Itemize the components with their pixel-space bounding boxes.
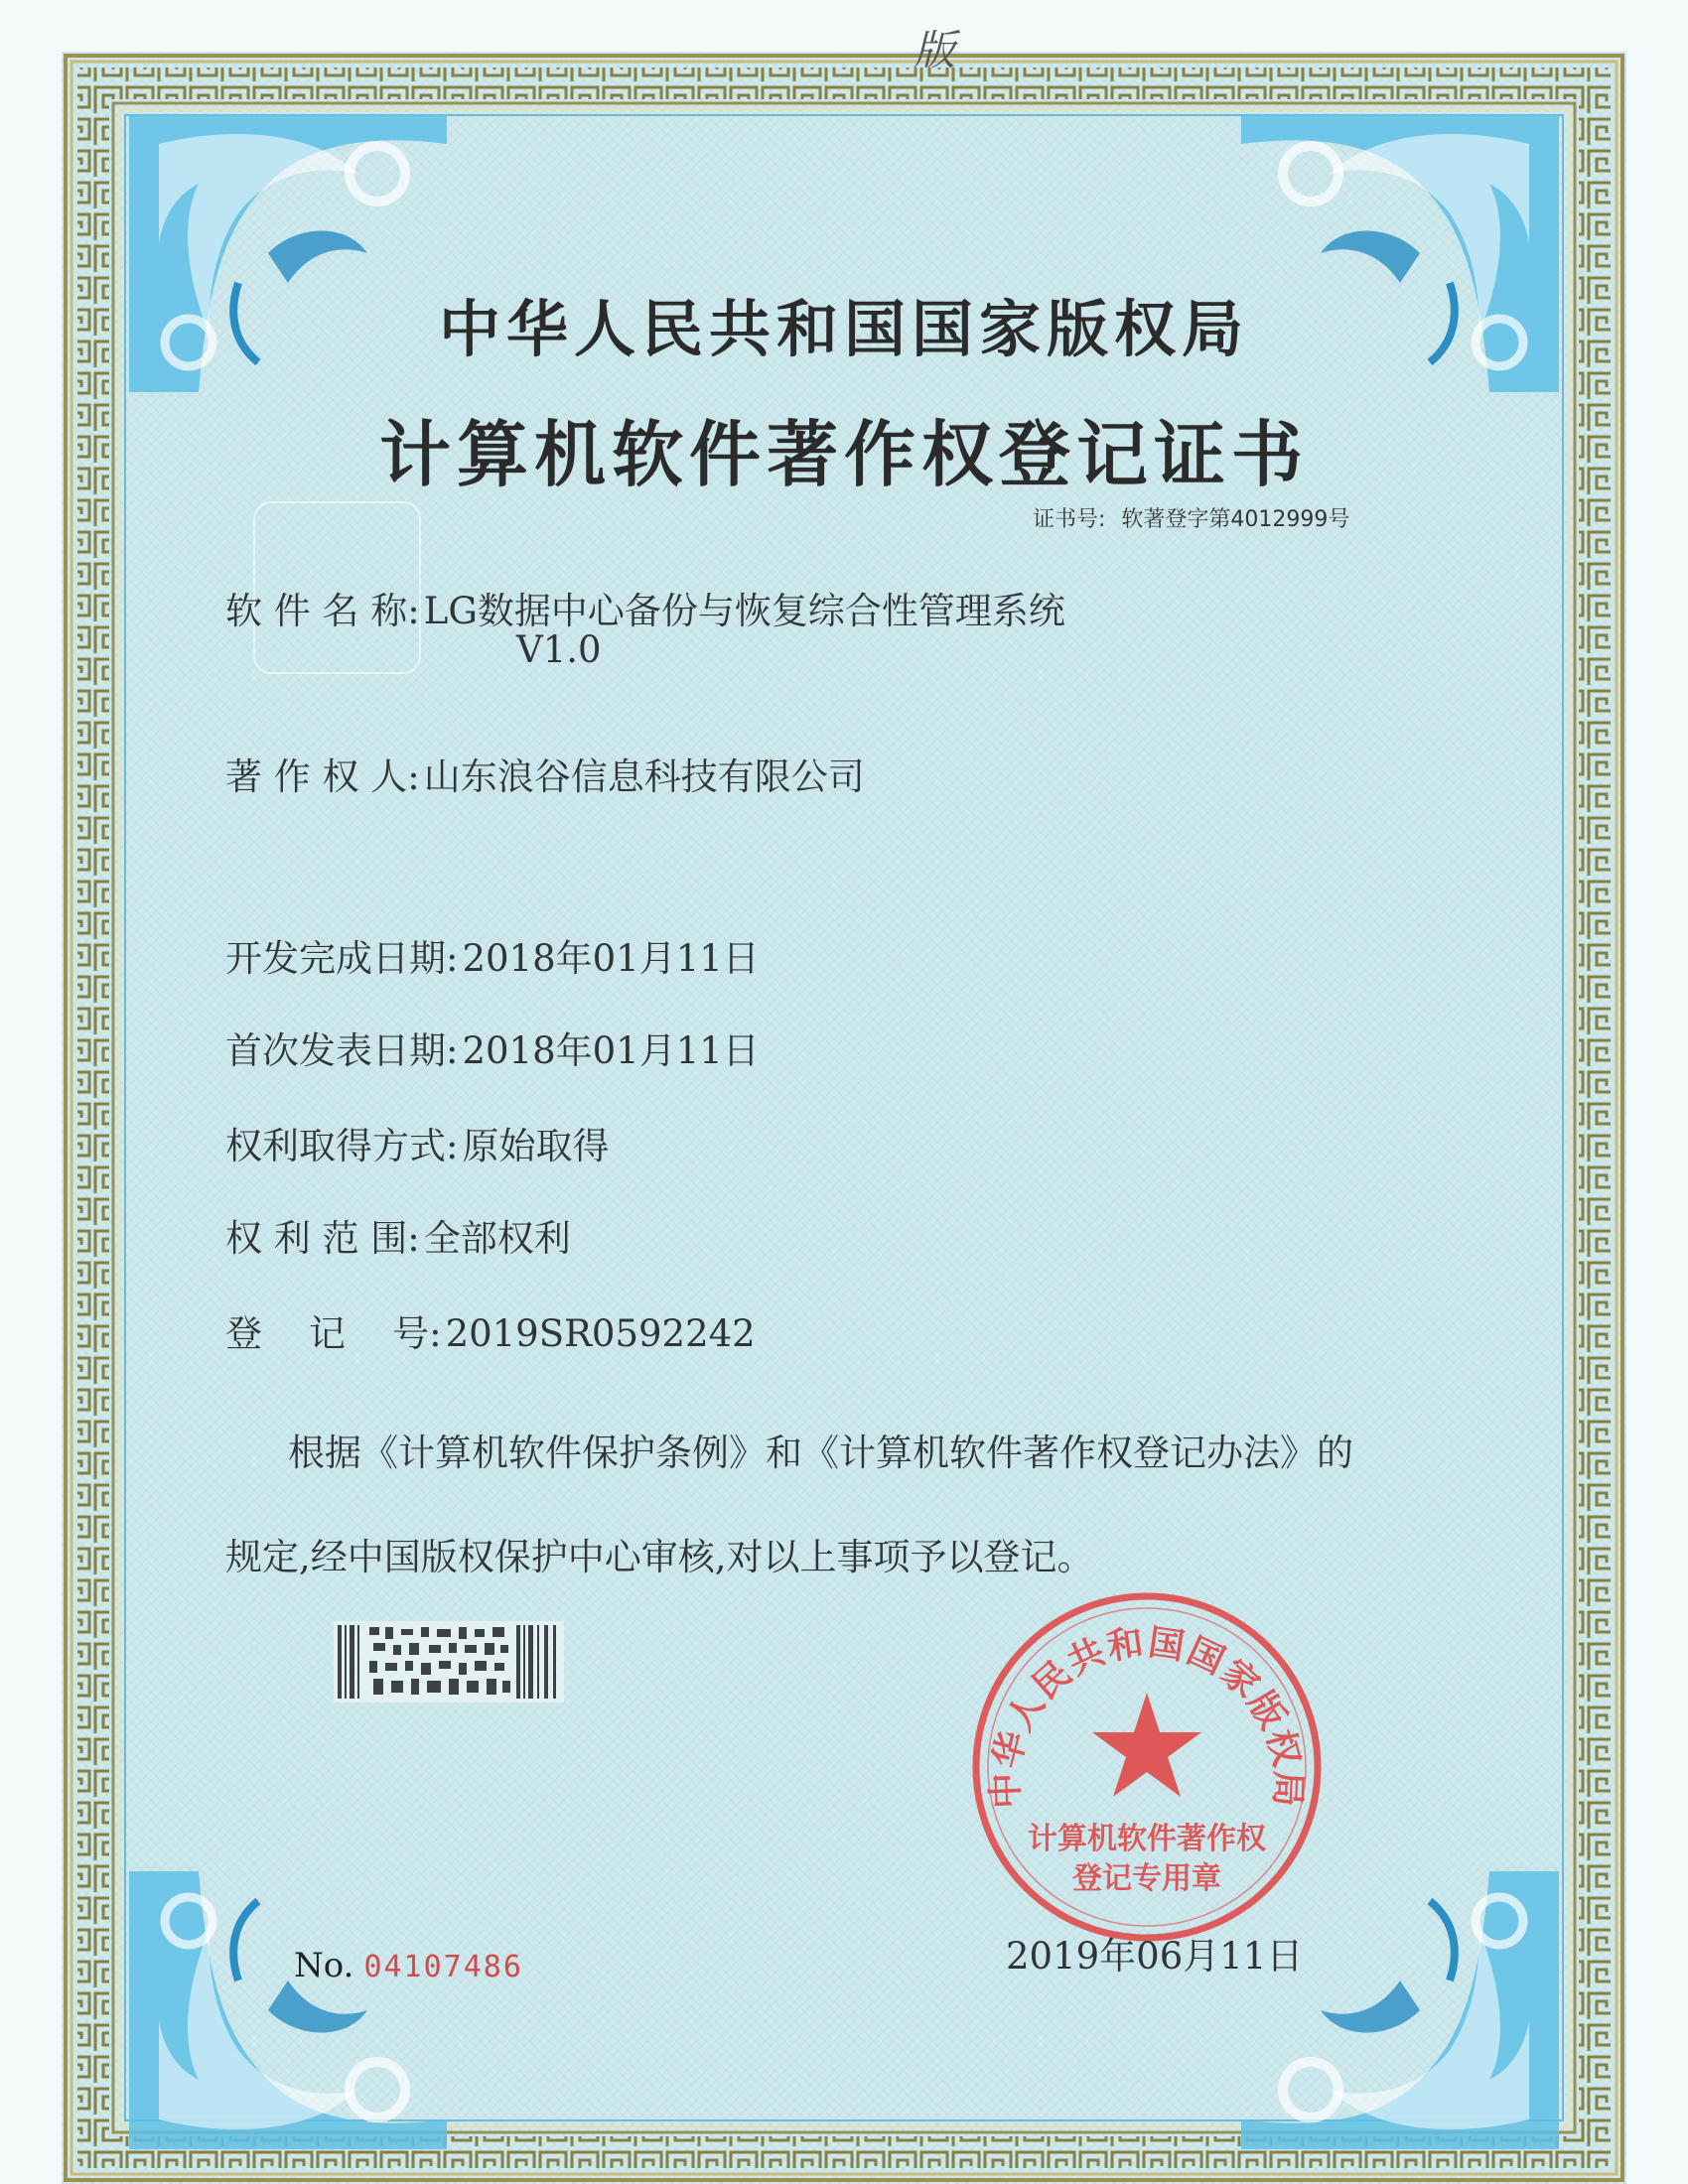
software-name-label: 软 件 名 称: bbox=[225, 590, 420, 632]
completion-date-value: 2018年01月11日 bbox=[462, 937, 760, 980]
first-publication-date-value: 2018年01月11日 bbox=[462, 1029, 760, 1072]
copyright-owner-value: 山东浪谷信息科技有限公司 bbox=[423, 755, 865, 798]
serial-number-value: 04107486 bbox=[363, 1950, 523, 1984]
scope-of-rights-value: 全部权利 bbox=[423, 1217, 571, 1260]
software-version-value: V1.0 bbox=[516, 628, 602, 671]
scope-of-rights-label: 权 利 范 围: bbox=[225, 1217, 420, 1260]
seal-center-line-1: 计算机软件著作权 bbox=[1028, 1822, 1266, 1856]
registration-number-value: 2019SR0592242 bbox=[445, 1312, 756, 1355]
serial-number-label: No. bbox=[294, 1946, 354, 1985]
registration-number-row bbox=[225, 1303, 756, 1357]
registration-number-label: 登 记 号: bbox=[225, 1312, 442, 1355]
certificate-title: 计算机软件著作权登记证书 bbox=[378, 413, 1309, 496]
statement-line-1: 根据《计算机软件保护条例》和《计算机软件著作权登记办法》的 bbox=[288, 1432, 1353, 1474]
completion-date-row bbox=[225, 928, 760, 982]
copyright-owner-row bbox=[225, 747, 865, 800]
certificate-number-value: 软著登字第4012999号 bbox=[1121, 507, 1350, 532]
certificate-number-label: 证书号: bbox=[1033, 507, 1106, 532]
issuer-title: 中华人民共和国国家版权局 bbox=[438, 293, 1249, 365]
issue-date: 2019年06月11日 bbox=[1006, 1935, 1304, 1978]
statement-line-2: 规定,经中国版权保护中心审核,对以上事项予以登记。 bbox=[225, 1536, 1094, 1578]
certificate-number bbox=[1033, 502, 1349, 533]
seal-ring-text: 中华人民共和国国家版权局 bbox=[985, 1622, 1309, 1810]
handwritten-mark: 版 bbox=[914, 26, 956, 74]
copyright-owner-label: 著 作 权 人: bbox=[225, 755, 420, 798]
completion-date-label: 开发完成日期: bbox=[225, 937, 459, 980]
seal-center-line-2: 登记专用章 bbox=[1072, 1861, 1221, 1896]
first-publication-date-label: 首次发表日期: bbox=[225, 1029, 459, 1072]
software-name-row bbox=[225, 581, 1065, 671]
software-name-value: LG数据中心备份与恢复综合性管理系统 bbox=[423, 590, 1065, 632]
acquisition-method-row bbox=[225, 1116, 609, 1169]
scope-of-rights-row bbox=[225, 1208, 571, 1262]
first-publication-date-row bbox=[225, 1021, 760, 1074]
official-seal bbox=[968, 1588, 1326, 1946]
acquisition-method-label: 权利取得方式: bbox=[225, 1125, 459, 1167]
acquisition-method-value: 原始取得 bbox=[462, 1125, 610, 1167]
barcode bbox=[334, 1621, 564, 1703]
serial-number bbox=[294, 1946, 523, 1985]
corner-ornament-bottom-left bbox=[119, 1861, 457, 2159]
